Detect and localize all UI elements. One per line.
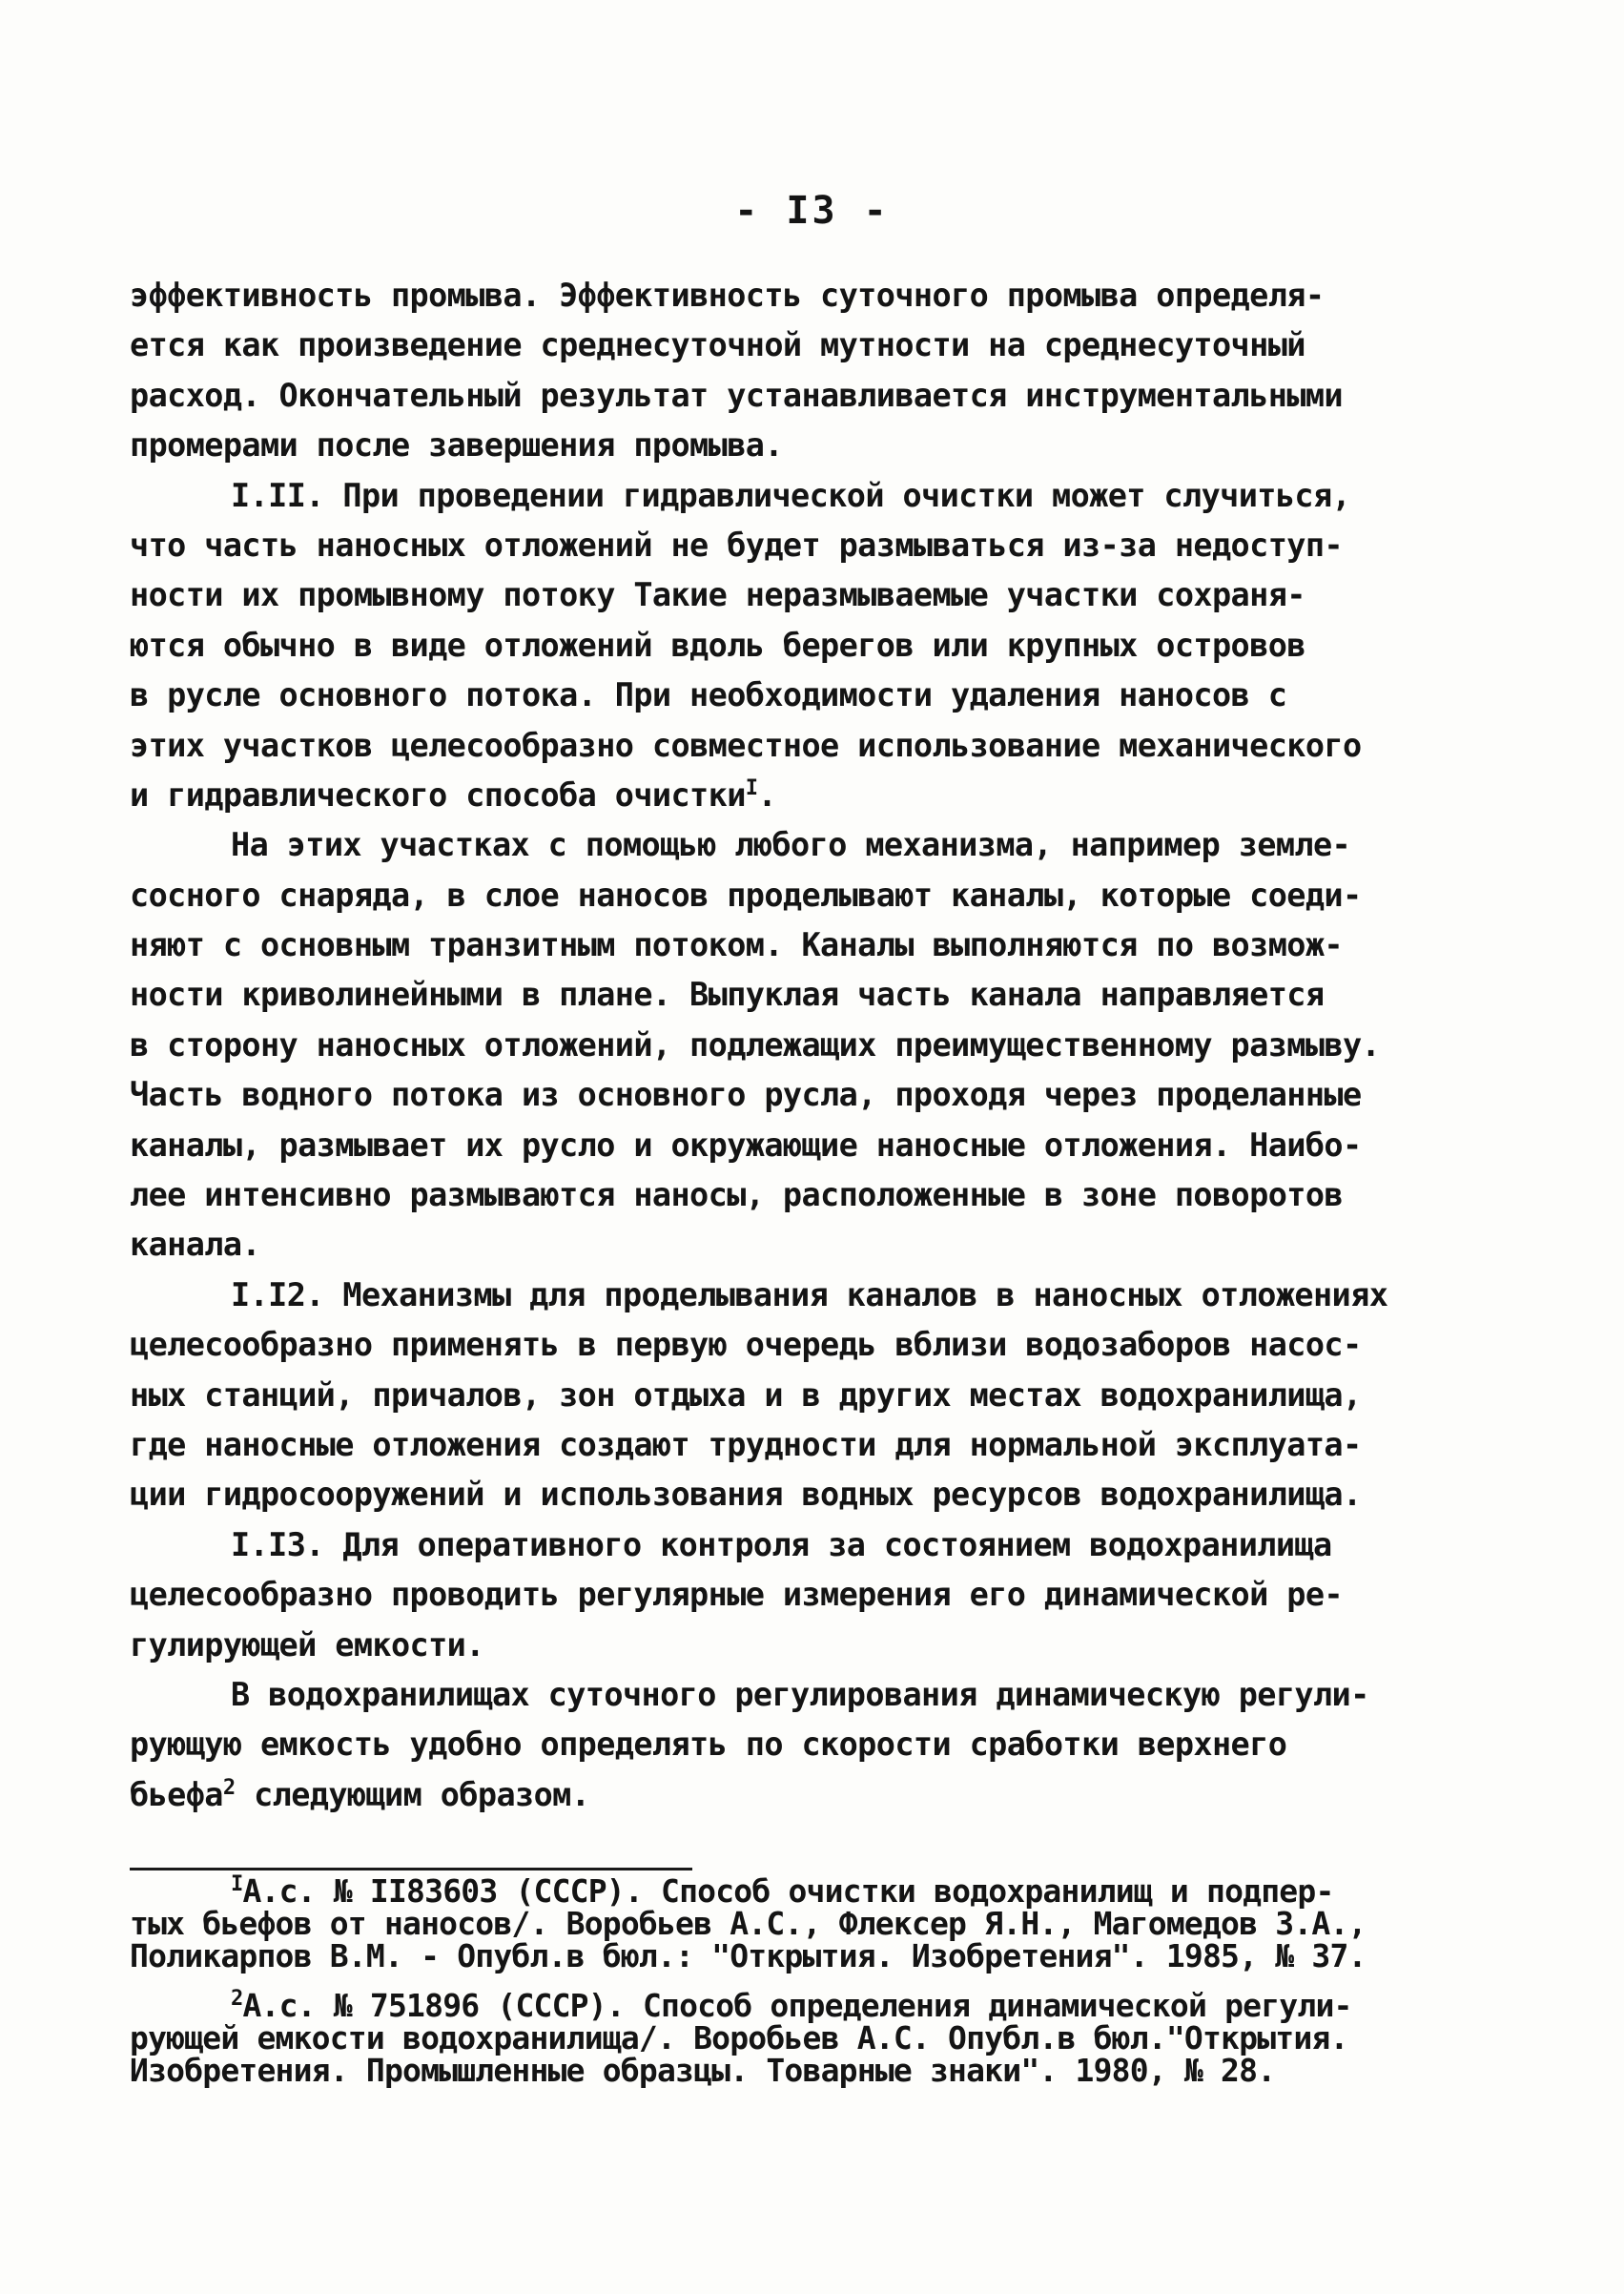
footnote-line bbox=[130, 1937, 1503, 1974]
text-line bbox=[130, 671, 1474, 720]
footnote-reference: 2 bbox=[222, 1775, 236, 1800]
text-line-content: ности их промывному потоку Такие неразмываемые участки сохраня- bbox=[130, 576, 1305, 614]
footnote-text: А.с. № II83603 (СССР). Способ очистки водохранилищ и подпер- bbox=[242, 1872, 1334, 1910]
text-line-content: ется как произведение среднесуточной мутности на среднесуточный bbox=[130, 326, 1305, 364]
text-line bbox=[130, 771, 1474, 820]
text-line bbox=[130, 1021, 1474, 1070]
text-line bbox=[130, 521, 1474, 570]
text-line-content: Часть водного потока из основного русла, проходя через проделанные bbox=[130, 1076, 1362, 1114]
footnotes bbox=[130, 1872, 1503, 2104]
text-line bbox=[130, 1570, 1474, 1620]
text-line bbox=[130, 1121, 1474, 1170]
text-line-content: ности криволинейными в плане. Выпуклая часть канала направляется bbox=[130, 976, 1325, 1014]
text-line-tail: . bbox=[757, 775, 777, 814]
text-line bbox=[130, 471, 1474, 521]
footnote-text: Поликарпов В.М. - Опубл.в бюл.: "Открытия. Изобретения". 1985, № 37. bbox=[130, 1937, 1367, 1974]
footnote-line bbox=[130, 1987, 1503, 2024]
text-line-content: ются обычно в виде отложений вдоль берегов или крупных островов bbox=[130, 626, 1305, 664]
text-line bbox=[130, 1420, 1474, 1470]
text-line-content: ции гидросооружений и использования водных ресурсов водохранилища. bbox=[130, 1476, 1362, 1514]
text-line-content: расход. Окончательный результат устанавливается инструментальными bbox=[130, 376, 1343, 414]
text-line bbox=[130, 421, 1474, 470]
text-line bbox=[130, 1170, 1474, 1220]
text-line-tail: следующим образом. bbox=[235, 1775, 590, 1813]
text-line-content: и гидравлического способа очистки bbox=[130, 775, 746, 814]
text-line-content: I.I3. Для оперативного контроля за состоянием водохранилища bbox=[231, 1525, 1332, 1563]
text-line bbox=[130, 1770, 1474, 1820]
text-line-content: сосного снаряда, в слое наносов проделывают каналы, которые соеди- bbox=[130, 876, 1362, 914]
footnote-line bbox=[130, 2019, 1503, 2056]
text-line bbox=[130, 621, 1474, 671]
text-line-content: каналы, размывает их русло и окружающие наносные отложения. Наибо- bbox=[130, 1126, 1362, 1164]
footnote-marker: 2 bbox=[231, 1987, 243, 2011]
text-line-content: целесообразно проводить регулярные измерения его динамической ре- bbox=[130, 1576, 1343, 1614]
text-line-content: в русле основного потока. При необходимости удаления наносов с bbox=[130, 676, 1287, 714]
text-line bbox=[130, 1320, 1474, 1370]
text-line bbox=[130, 320, 1474, 370]
text-line-content: этих участков целесообразно совместное использование механического bbox=[130, 726, 1362, 764]
text-line-content: На этих участках с помощью любого механизма, например земле- bbox=[231, 826, 1351, 864]
text-line-content: бьефа bbox=[130, 1775, 223, 1813]
footnote-line bbox=[130, 1872, 1503, 1910]
footnote-line bbox=[130, 2052, 1503, 2089]
text-line-content: что часть наносных отложений не будет размываться из-за недоступ- bbox=[130, 526, 1343, 564]
footnote-marker: I bbox=[231, 1872, 243, 1896]
footnote-text: рующей емкости водохранилища/. Воробьев А.С. Опубл.в бюл."Открытия. bbox=[130, 2019, 1348, 2056]
text-line bbox=[130, 920, 1474, 970]
text-line bbox=[130, 820, 1474, 870]
text-line bbox=[130, 271, 1474, 320]
text-line bbox=[130, 1720, 1474, 1769]
footnote-text: А.с. № 751896 (СССР). Способ определения динамической регули- bbox=[242, 1987, 1352, 2024]
text-line-content: в сторону наносных отложений, подлежащих преимущественному размыву. bbox=[130, 1025, 1381, 1064]
text-line bbox=[130, 371, 1474, 421]
footnote-separator bbox=[130, 1868, 692, 1870]
text-line-content: I.I2. Механизмы для проделывания каналов в наносных отложениях bbox=[231, 1275, 1388, 1313]
text-line-content: I.II. При проведении гидравлической очистки может случиться, bbox=[231, 476, 1351, 514]
text-line bbox=[130, 1371, 1474, 1420]
text-line-content: где наносные отложения создают трудности для нормальной эксплуата- bbox=[130, 1425, 1362, 1463]
text-line bbox=[130, 1271, 1474, 1320]
text-line-content: канала. bbox=[130, 1226, 260, 1264]
footnote-reference: I bbox=[745, 775, 758, 800]
text-line-content: промерами после завершения промыва. bbox=[130, 426, 783, 465]
footnote-text: Изобретения. Промышленные образцы. Товарные знаки". 1980, № 28. bbox=[130, 2052, 1276, 2089]
text-line-content: эффективность промыва. Эффективность суточного промыва определя- bbox=[130, 277, 1325, 314]
text-line-content: лее интенсивно размываются наносы, расположенные в зоне поворотов bbox=[130, 1176, 1343, 1214]
text-line-content: няют с основным транзитным потоком. Каналы выполняются по возмож- bbox=[130, 926, 1343, 964]
text-line-content: гулирующей емкости. bbox=[130, 1625, 484, 1664]
text-line bbox=[130, 1670, 1474, 1720]
text-line-content: ных станций, причалов, зон отдыха и в других местах водохранилища, bbox=[130, 1375, 1362, 1414]
text-line bbox=[130, 1070, 1474, 1120]
footnote bbox=[130, 1872, 1503, 1974]
footnote-line bbox=[130, 1905, 1503, 1942]
text-line-content: рующую емкость удобно определять по скорости сработки верхнего bbox=[130, 1726, 1287, 1764]
text-line bbox=[130, 1470, 1474, 1519]
text-line bbox=[130, 970, 1474, 1020]
text-line-content: целесообразно применять в первую очередь вблизи водозаборов насос- bbox=[130, 1326, 1362, 1364]
text-line-content: В водохранилищах суточного регулирования динамическую регули- bbox=[231, 1675, 1369, 1713]
page-number: - I3 - bbox=[734, 189, 890, 233]
text-line bbox=[130, 721, 1474, 771]
text-line bbox=[130, 1220, 1474, 1270]
text-line bbox=[130, 570, 1474, 620]
footnote bbox=[130, 1987, 1503, 2089]
text-line bbox=[130, 1621, 1474, 1670]
text-line bbox=[130, 1520, 1474, 1570]
text-line bbox=[130, 871, 1474, 920]
footnote-text: тых бьефов от наносов/. Воробьев А.С., Флексер Я.Н., Магомедов З.А., bbox=[130, 1905, 1367, 1942]
body-text bbox=[130, 271, 1474, 1820]
